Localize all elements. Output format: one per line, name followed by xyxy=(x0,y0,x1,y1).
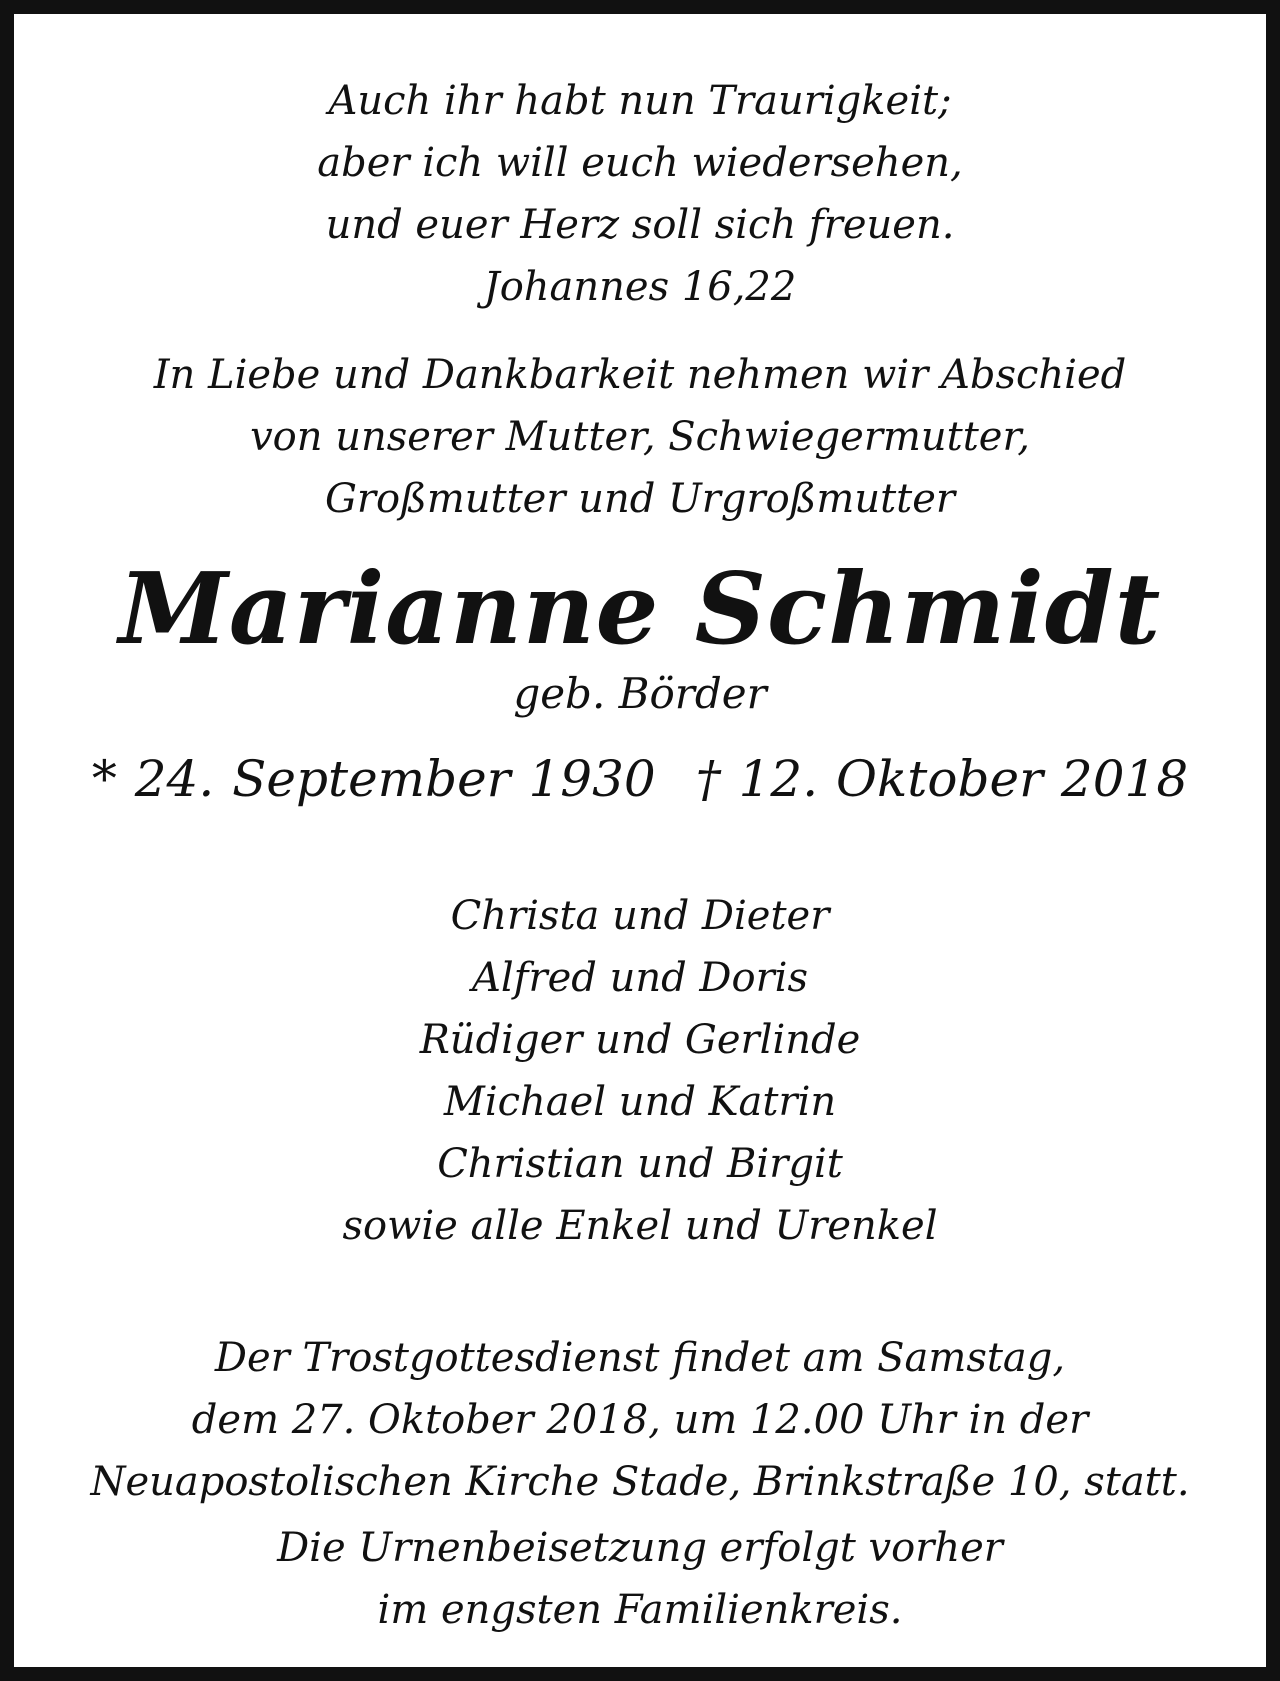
mourner-line: Christa und Dieter xyxy=(450,893,830,939)
farewell-intro xyxy=(28,344,1252,530)
mourner-line: Alfred und Doris xyxy=(471,955,809,1001)
mourner-line: sowie alle Enkel und Urenkel xyxy=(342,1203,938,1249)
burial-info xyxy=(28,1517,1252,1641)
intro-line: Großmutter und Urgroßmutter xyxy=(324,476,956,522)
verse-line: Auch ihr habt nun Traurigkeit; xyxy=(328,78,952,124)
mourners-list xyxy=(28,885,1252,1257)
service-line: Der Trostgottesdienst findet am Samstag, xyxy=(214,1335,1066,1381)
verse-reference: Johannes 16,22 xyxy=(483,264,797,310)
verse-line: aber ich will euch wiedersehen, xyxy=(317,140,963,186)
death-date: † 12. Oktober 2018 xyxy=(695,750,1189,808)
verse-line: und euer Herz soll sich freuen. xyxy=(325,202,955,248)
birth-name: geb. Börder xyxy=(513,669,767,718)
service-line: dem 27. Oktober 2018, um 12.00 Uhr in der xyxy=(191,1397,1089,1443)
intro-line: In Liebe und Dankbarkeit nehmen wir Abschied xyxy=(153,352,1127,398)
mourner-line: Rüdiger und Gerlinde xyxy=(419,1017,861,1063)
mourner-line: Michael und Katrin xyxy=(443,1079,837,1125)
bible-verse xyxy=(28,70,1252,318)
burial-line: Die Urnenbeisetzung erfolgt vorher xyxy=(277,1525,1003,1571)
life-dates xyxy=(28,744,1252,814)
intro-line: von unserer Mutter, Schwiegermutter, xyxy=(250,414,1030,460)
mourner-line: Christian und Birgit xyxy=(437,1141,843,1187)
service-info xyxy=(28,1327,1252,1513)
service-line: Neuapostolischen Kirche Stade, Brinkstraße 10, statt. xyxy=(90,1459,1190,1505)
birth-date: * 24. September 1930 xyxy=(91,750,656,808)
deceased-name: Marianne Schmidt xyxy=(118,551,1162,667)
burial-line: im engsten Familienkreis. xyxy=(377,1587,903,1633)
